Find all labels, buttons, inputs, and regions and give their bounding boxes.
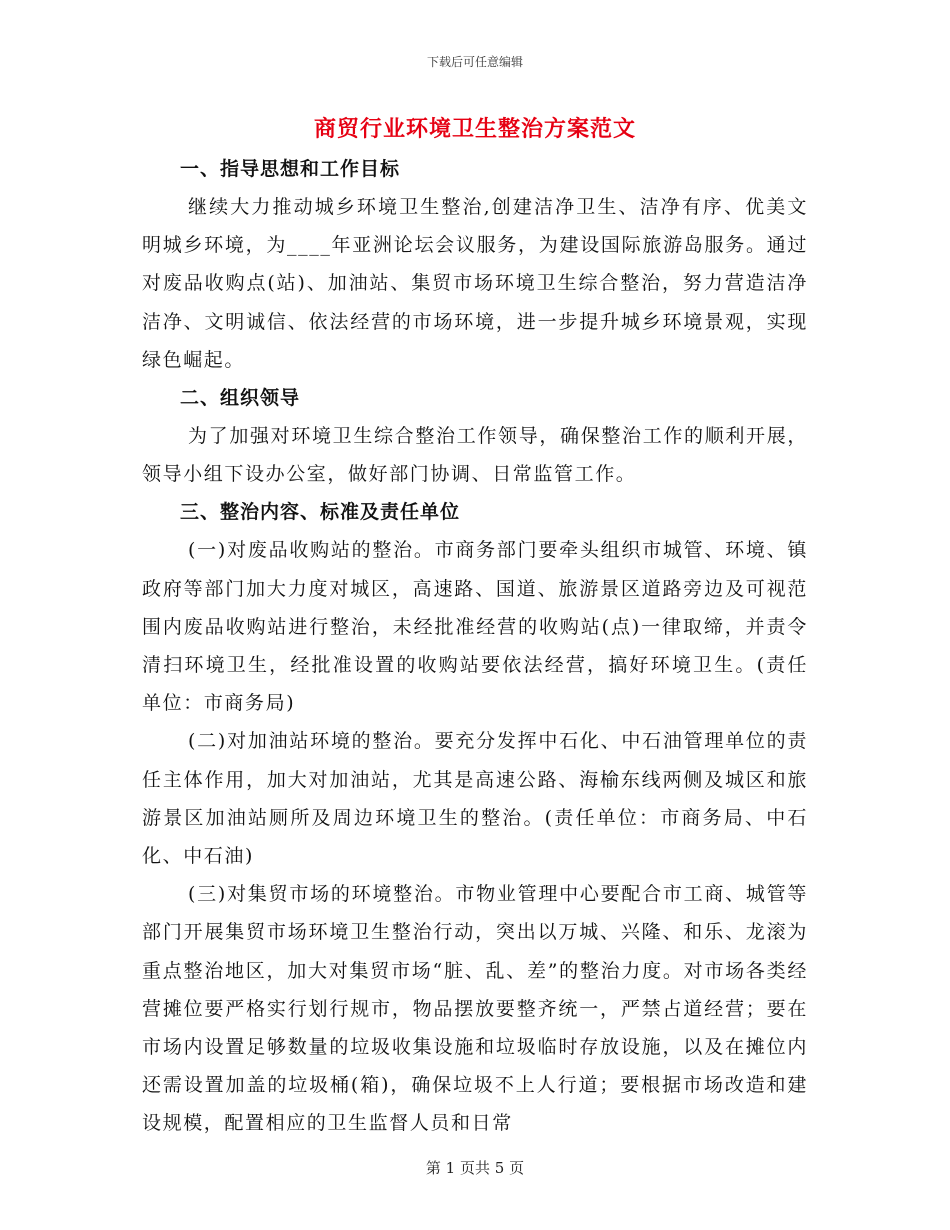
section-heading-1: 一、指导思想和工作目标: [180, 158, 401, 180]
section-heading-3: 三、整治内容、标准及责任单位: [180, 501, 461, 524]
section-heading-2: 二、组织领导: [180, 387, 301, 410]
page-footer: 第 1 页共 5 页: [425, 1159, 525, 1177]
paragraph-3: (一)对废品收购站的整治。市商务部门要牵头组织市城管、环境、镇政府等部门加大力度对城区，高速路、国道、旅游景区道路旁边及可视范围内废品收购站进行整治，未经批准经营的收购站(点)一律取缔，并责令清扫环境卫生，经批准设置的收购站要依法经营，搞好环境卫生。(责任单位：市商务局): [142, 539, 808, 715]
paragraph-4: (二)对加油站环境的整治。要充分发挥中石化、中石油管理单位的责任主体作用，加大对加油站，尤其是高速公路、海榆东线两侧及城区和旅游景区加油站厕所及周边环境卫生的整治。(责任单位：市商务局、中石化、中石油): [142, 730, 808, 868]
paragraph-2: 为了加强对环境卫生综合整治工作领导，确保整治工作的顺利开展，领导小组下设办公室，做好部门协调、日常监管工作。: [142, 425, 808, 486]
header-note: 下载后可任意编辑: [426, 55, 523, 69]
paragraph-5: (三)对集贸市场的环境整治。市物业管理中心要配合市工商、城管等部门开展集贸市场环境卫生整治行动，突出以万城、兴隆、和乐、龙滚为重点整治地区，加大对集贸市场“脏、乱、差”的整治力度。对市场各类经营摊位要严格实行划行规市，物品摆放要整齐统一，严禁占道经营；要在市场内设置足够数量的垃圾收集设施和垃圾临时存放设施，以及在摊位内还需设置加盖的垃圾桶(箱)，确保垃圾不上人行道；要根据市场改造和建设规模，配置相应的卫生监督人员和日常: [142, 883, 808, 1135]
document-title: 商贸行业环境卫生整治方案范文: [313, 116, 636, 142]
paragraph-1: 继续大力推动城乡环境卫生整治,创建洁净卫生、洁净有序、优美文明城乡环境，为____年亚洲论坛会议服务，为建设国际旅游岛服务。通过对废品收购点(站)、加油站、集贸市场环境卫生综合整治，努力营造洁净洁净、文明诚信、依法经营的市场环境，进一步提升城乡环境景观，实现绿色崛起。: [142, 196, 808, 371]
document-body: [142, 108, 808, 1143]
